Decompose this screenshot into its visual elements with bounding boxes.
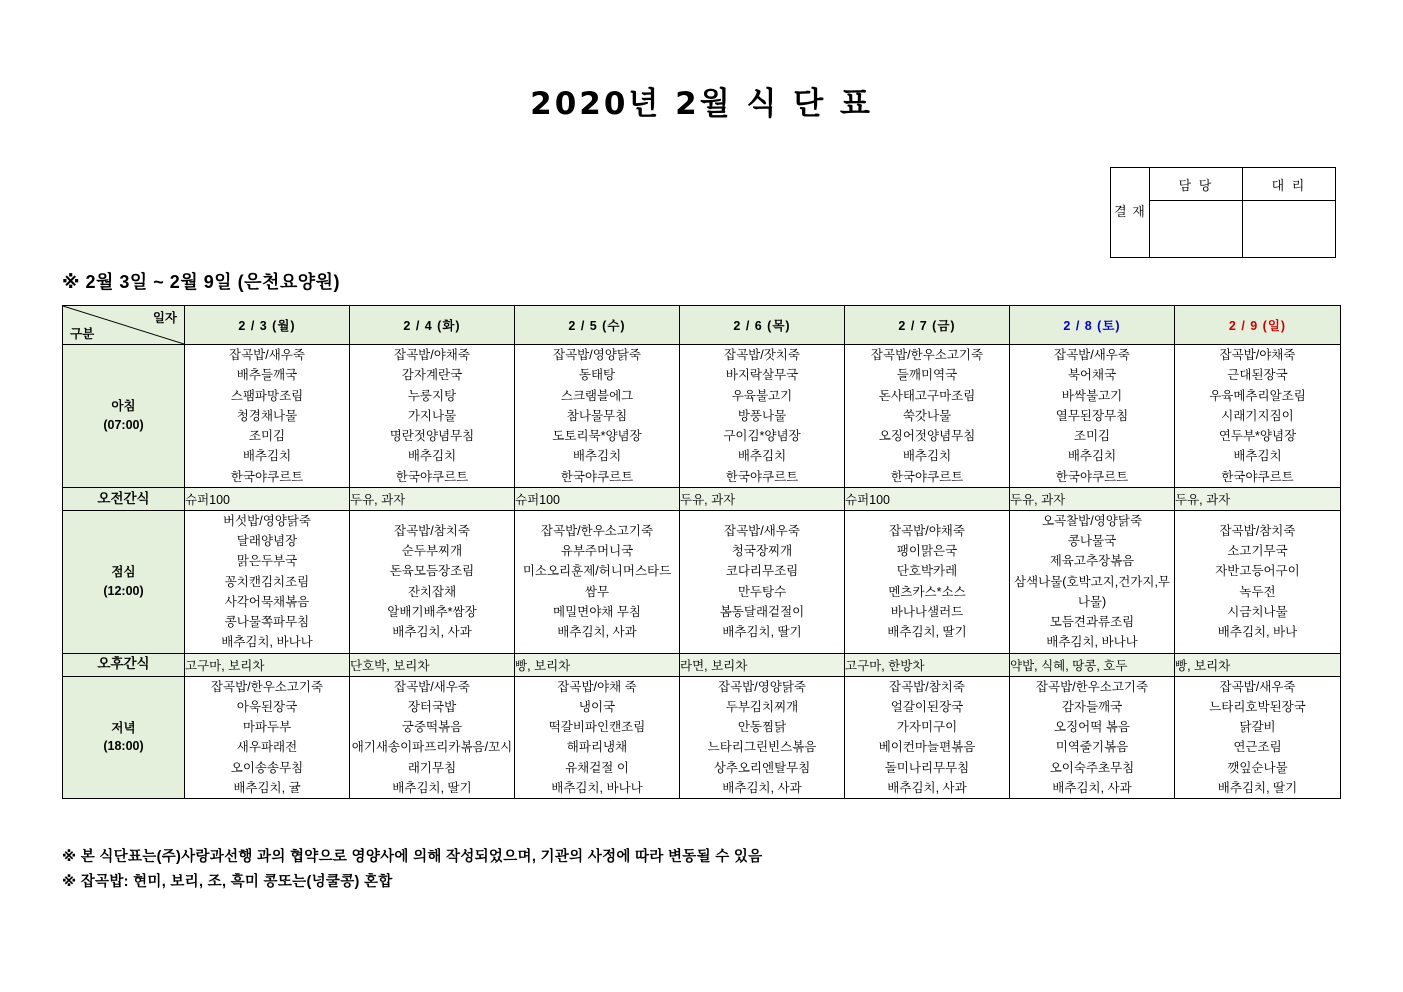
- table-header-row: [63, 306, 1341, 345]
- table-row-lunch: [63, 510, 1341, 653]
- row-label-lunch-text: 점심: [111, 564, 136, 579]
- cell-breakfast-3: 잡곡밥/잣치죽 바지락살무국 우육불고기 방풍나물 구이김*양념장 배추김치 한국야쿠르트: [680, 345, 845, 488]
- table-corner-cell: [63, 306, 185, 345]
- cell-lunch-2: 잡곡밥/한우소고기죽 유부주머니국 미소오리훈제/허니머스타드 쌈무 메밀면야채 무침 배추김치, 사과: [515, 510, 680, 653]
- approval-cell-manager[interactable]: [1150, 201, 1243, 258]
- cell-breakfast-5: 잡곡밥/새우죽 북어채국 바싹불고기 열무된장무침 조미김 배추김치 한국야쿠르트: [1010, 345, 1175, 488]
- row-label-morning-snack: 오전간식: [63, 487, 185, 510]
- corner-label-category: 구분: [70, 327, 95, 341]
- row-label-lunch-time: (12:00): [103, 583, 144, 598]
- cell-breakfast-4: 잡곡밥/한우소고기죽 들깨미역국 돈사태고구마조림 쑥갓나물 오징어젓양념무침 배추김치 한국야쿠르트: [845, 345, 1010, 488]
- cell-morning-snack-0: 슈퍼100: [185, 487, 350, 510]
- corner-label-date: 일자: [152, 311, 177, 325]
- row-label-dinner: [63, 676, 185, 799]
- weekly-menu-table: [62, 305, 1341, 799]
- day-header-5: 2 / 8 (토): [1010, 306, 1175, 345]
- cell-afternoon-snack-1: 단호박, 보리차: [350, 653, 515, 676]
- cell-lunch-6: 잡곡밥/참치죽 소고기무국 자반고등어구이 녹두전 시금치나물 배추김치, 바나: [1175, 510, 1341, 653]
- cell-dinner-5: 잡곡밥/한우소고기죽 감자들깨국 오징어떡 볶음 미역줄기볶음 오이숙주초무침 배추김치, 사과: [1010, 676, 1175, 799]
- cell-dinner-3: 잡곡밥/영양닭죽 두부김치찌개 안동찜닭 느타리그린빈스볶음 상추오리엔탈무침 배추김치, 사과: [680, 676, 845, 799]
- approval-box: [1110, 167, 1336, 258]
- cell-dinner-0: 잡곡밥/한우소고기죽 아욱된장국 마파두부 새우파래전 오이송송무침 배추김치, 귤: [185, 676, 350, 799]
- row-label-breakfast-text: 아침: [111, 399, 136, 414]
- cell-lunch-4: 잡곡밥/야채죽 팽이맑은국 단호박카레 멘츠카스*소스 바나나샐러드 배추김치, 딸기: [845, 510, 1010, 653]
- day-header-2: 2 / 5 (수): [515, 306, 680, 345]
- row-label-dinner-time: (18:00): [103, 739, 144, 754]
- cell-afternoon-snack-0: 고구마, 보리차: [185, 653, 350, 676]
- cell-morning-snack-6: 두유, 과자: [1175, 487, 1341, 510]
- cell-dinner-1: 잡곡밥/새우죽 장터국밥 궁중떡볶음 애기새송이파프리카볶음/꼬시래기무침 배추김치, 딸기: [350, 676, 515, 799]
- page-title: 2020년 2월 식 단 표: [530, 86, 873, 122]
- day-header-3: 2 / 6 (목): [680, 306, 845, 345]
- footnote-1: ※ 잡곡밥: 현미, 보리, 조, 흑미 콩또는(넝쿨콩) 혼합: [62, 874, 393, 891]
- cell-morning-snack-4: 슈퍼100: [845, 487, 1010, 510]
- day-header-0: 2 / 3 (월): [185, 306, 350, 345]
- approval-cell-deputy[interactable]: [1243, 201, 1336, 258]
- cell-afternoon-snack-4: 고구마, 한방차: [845, 653, 1010, 676]
- cell-lunch-1: 잡곡밥/참치죽 순두부찌개 돈육모듬장조림 잔치잡채 알배기배추*쌈장 배추김치, 사과: [350, 510, 515, 653]
- cell-breakfast-6: 잡곡밥/야채죽 근대된장국 우육메추리알조림 시래기지짐이 연두부*양념장 배추김치 한국야쿠르트: [1175, 345, 1341, 488]
- footnotes: [62, 845, 762, 896]
- row-label-breakfast: [63, 345, 185, 488]
- table-row-dinner: [63, 676, 1341, 799]
- approval-label: 결 재: [1111, 168, 1150, 258]
- cell-morning-snack-1: 두유, 과자: [350, 487, 515, 510]
- cell-lunch-3: 잡곡밥/새우죽 청국장찌개 코다리무조림 만두탕수 봄동달래겉절이 배추김치, 딸기: [680, 510, 845, 653]
- cell-breakfast-0: 잡곡밥/새우죽 배추들깨국 스팸파망조림 청경채나물 조미김 배추김치 한국야쿠르트: [185, 345, 350, 488]
- cell-morning-snack-3: 두유, 과자: [680, 487, 845, 510]
- row-label-lunch: [63, 510, 185, 653]
- table-row-breakfast: [63, 345, 1341, 488]
- cell-afternoon-snack-2: 빵, 보리차: [515, 653, 680, 676]
- day-header-4: 2 / 7 (금): [845, 306, 1010, 345]
- row-label-dinner-text: 저녁: [111, 720, 136, 735]
- cell-afternoon-snack-6: 빵, 보리차: [1175, 653, 1341, 676]
- cell-breakfast-1: 잡곡밥/야채죽 감자계란국 누룽지탕 가지나물 명란젓양념무침 배추김치 한국야쿠르트: [350, 345, 515, 488]
- cell-morning-snack-5: 두유, 과자: [1010, 487, 1175, 510]
- footnote-0: ※ 본 식단표는(주)사랑과선행 과의 협약으로 영양사에 의해 작성되었으며, 기관의 사정에 따라 변동될 수 있음: [62, 849, 763, 865]
- menu-table-wrapper: [62, 305, 1340, 799]
- row-label-breakfast-time: (07:00): [103, 417, 144, 432]
- day-header-6: 2 / 9 (일): [1175, 306, 1341, 345]
- table-row-afternoon-snack: [63, 653, 1341, 676]
- date-range-subtitle: ※ 2월 3일 ~ 2월 9일 (은천요양원): [62, 272, 341, 292]
- approval-header-deputy: 대 리: [1243, 168, 1336, 201]
- cell-afternoon-snack-3: 라면, 보리차: [680, 653, 845, 676]
- approval-header-manager: 담 당: [1150, 168, 1243, 201]
- cell-afternoon-snack-5: 약밥, 식혜, 땅콩, 호두: [1010, 653, 1175, 676]
- cell-dinner-6: 잡곡밥/새우죽 느타리호박된장국 닭갈비 연근조림 깻잎순나물 배추김치, 딸기: [1175, 676, 1341, 799]
- cell-dinner-2: 잡곡밥/야채 죽 냉이국 떡갈비파인캔조림 해파리냉채 유채겉절 이 배추김치, 바나나: [515, 676, 680, 799]
- cell-lunch-0: 버섯밥/영양닭죽 달래양념장 맑은두부국 꽁치캔김치조림 사각어묵채볶음 콩나물쪽파무침 배추김치, 바나나: [185, 510, 350, 653]
- cell-morning-snack-2: 슈퍼100: [515, 487, 680, 510]
- cell-dinner-4: 잡곡밥/참치죽 얼갈이된장국 가자미구이 베이컨마늘편볶음 돌미나리무무침 배추김치, 사과: [845, 676, 1010, 799]
- row-label-afternoon-snack: 오후간식: [63, 653, 185, 676]
- cell-breakfast-2: 잡곡밥/영양닭죽 동태탕 스크램블에그 참나물무침 도토리묵*양념장 배추김치 한국야쿠르트: [515, 345, 680, 488]
- table-row-morning-snack: [63, 487, 1341, 510]
- cell-lunch-5: 오곡찰밥/영양닭죽 콩나물국 제육고추장볶음 삼색나물(호박고지,건가지,무나물) 모듬견과류조림 배추김치, 바나나: [1010, 510, 1175, 653]
- day-header-1: 2 / 4 (화): [350, 306, 515, 345]
